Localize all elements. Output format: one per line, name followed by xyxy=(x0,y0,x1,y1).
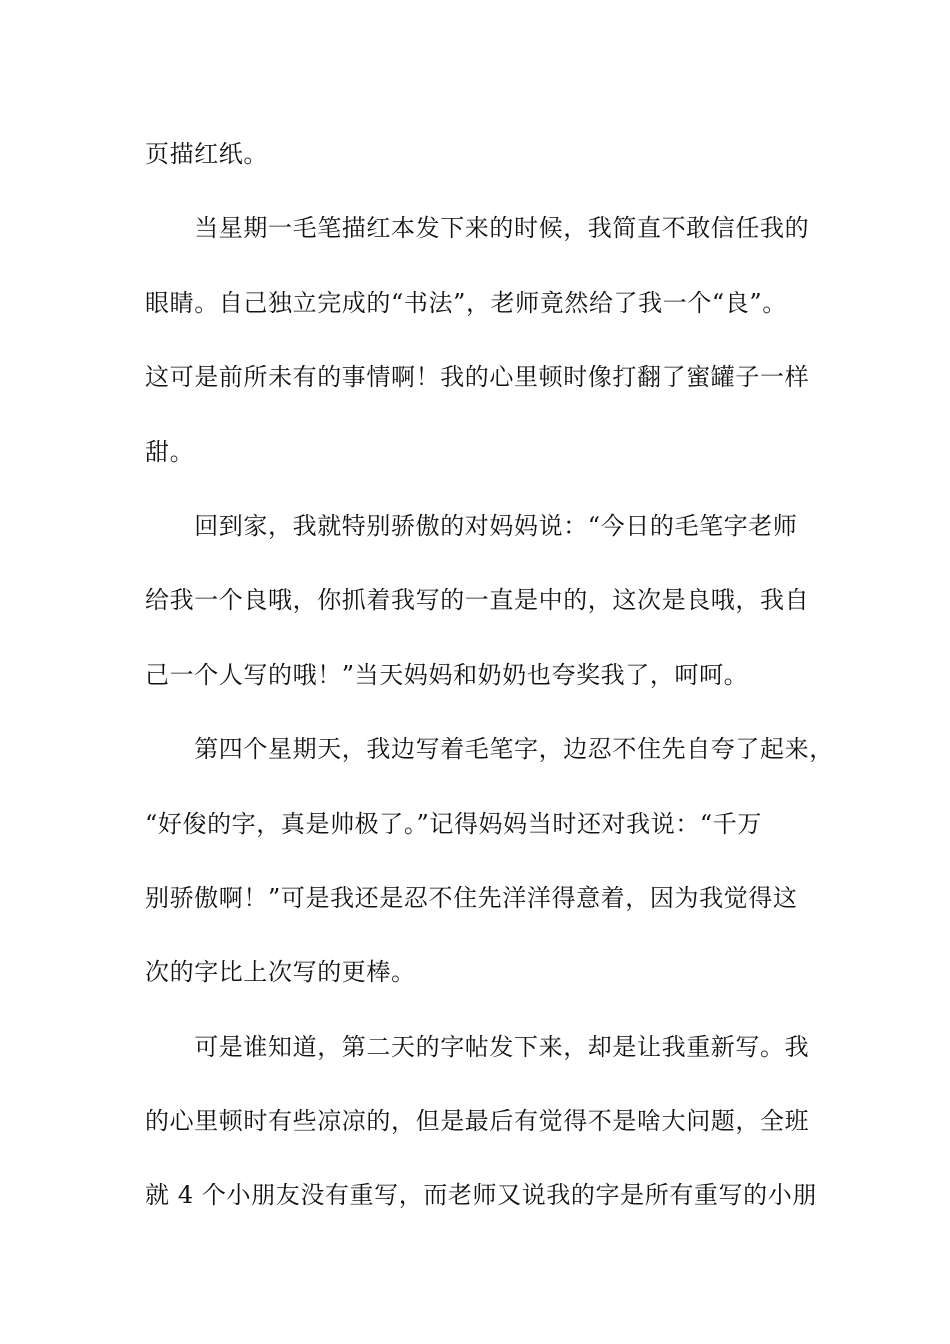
body-text xyxy=(145,124,834,1240)
text-line: 别骄傲啊！”可是我还是忍不住先洋洋得意着，因为我觉得这 xyxy=(145,883,798,912)
text-line: 就 4 个小朋友没有重写，而老师又说我的字是所有重写的小朋 xyxy=(145,1181,817,1210)
text-line: 给我一个良哦，你抓着我写的一直是中的，这次是良哦，我自 xyxy=(145,586,810,615)
text-line: 次的字比上次写的更棒。 xyxy=(145,958,416,987)
text-line: 甜。 xyxy=(145,437,195,466)
text-line: 可是谁知道，第二天的字帖发下来，却是让我重新写。我 xyxy=(145,1032,810,1061)
text-line: 己一个人写的哦！”当天妈妈和奶奶也夸奖我了，呵呵。 xyxy=(145,660,749,689)
text-line: 这可是前所未有的事情啊！我的心里顿时像打翻了蜜罐子一样 xyxy=(145,363,810,392)
text-line: 眼睛。自己独立完成的“书法”，老师竟然给了我一个“良”。 xyxy=(145,288,787,317)
text-line: 的心里顿时有些凉凉的，但是最后有觉得不是啥大问题，全班 xyxy=(145,1107,810,1136)
text-line: 回到家，我就特别骄傲的对妈妈说：“今日的毛笔字老师 xyxy=(145,511,798,540)
text-line: “好俊的字，真是帅极了。”记得妈妈当时还对我说：“千万 xyxy=(145,809,763,838)
text-line: 页描红纸。 xyxy=(145,140,268,168)
text-line: 第四个星期天，我边写着毛笔字，边忍不住先自夸了起来， xyxy=(145,735,834,764)
text-line: 当星期一毛笔描红本发下来的时候，我简直不敢信任我的 xyxy=(145,214,810,243)
